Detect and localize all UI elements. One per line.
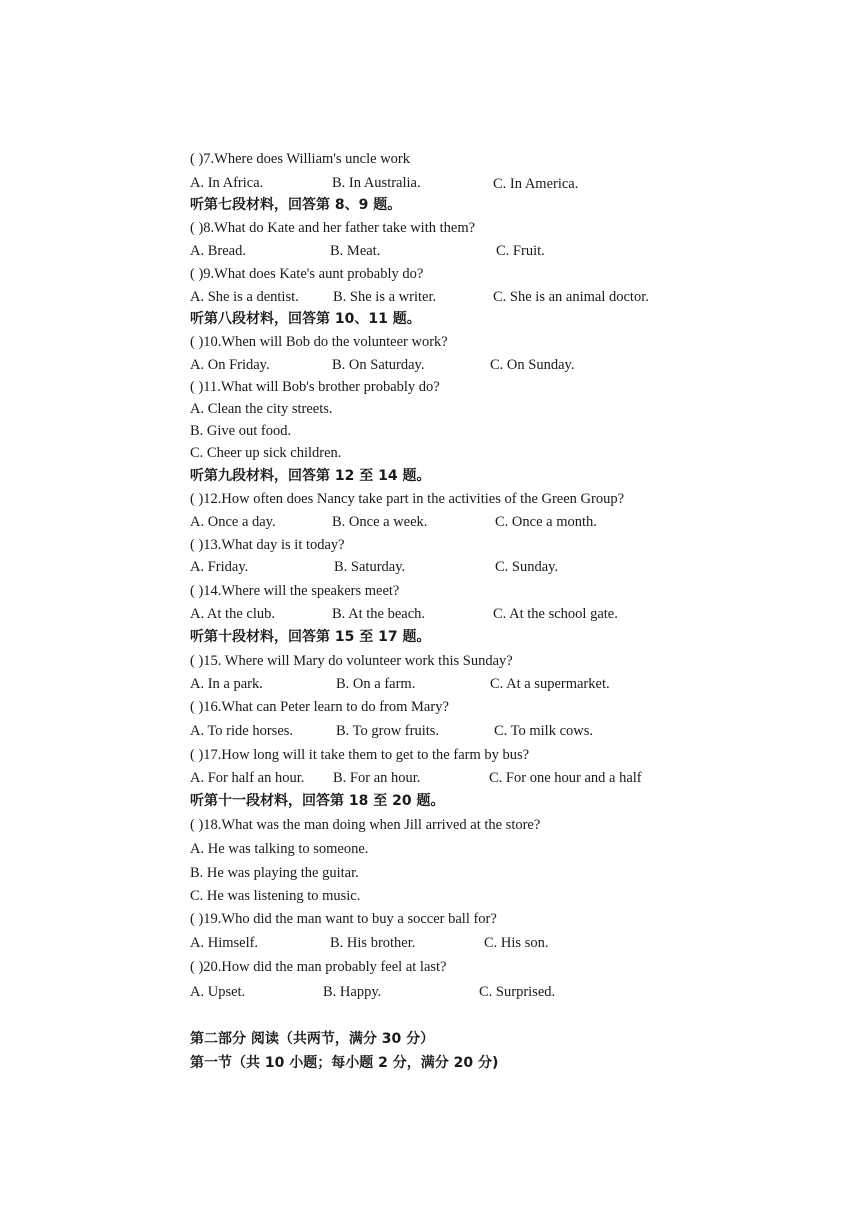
q20-option-a: A. Upset.: [190, 984, 246, 1000]
q17-option-b: B. For an hour.: [333, 770, 421, 786]
q13-option-b: B. Saturday.: [334, 559, 406, 575]
q8-option-a: A. Bread.: [190, 243, 246, 259]
heading-section-9: 听第九段材料，回答第 12 至 14 题。: [190, 468, 431, 484]
q7-option-a: A. In Africa.: [190, 175, 264, 191]
q20-option-b: B. Happy.: [323, 984, 382, 1000]
q7-option-c: C. In America.: [493, 176, 579, 192]
q11-option-c: C. Cheer up sick children.: [190, 445, 342, 461]
heading-section-11: 听第十一段材料，回答第 18 至 20 题。: [190, 793, 445, 809]
q8-option-b: B. Meat.: [330, 243, 381, 259]
question-8: ( )8.What do Kate and her father take with them?: [190, 220, 476, 236]
question-11: ( )11.What will Bob's brother probably do?: [190, 379, 440, 395]
question-13: ( )13.What day is it today?: [190, 537, 345, 553]
question-14: ( )14.Where will the speakers meet?: [190, 583, 400, 599]
question-20: ( )20.How did the man probably feel at last?: [190, 959, 447, 975]
q15-option-c: C. At a supermarket.: [490, 676, 610, 692]
q8-option-c: C. Fruit.: [496, 243, 545, 259]
heading-section-7: 听第七段材料，回答第 8、9 题。: [190, 197, 402, 213]
q10-option-a: A. On Friday.: [190, 357, 270, 373]
question-18: ( )18.What was the man doing when Jill arrived at the store?: [190, 817, 541, 833]
q19-option-c: C. His son.: [484, 935, 549, 951]
q10-option-b: B. On Saturday.: [332, 357, 425, 373]
question-10: ( )10.When will Bob do the volunteer work?: [190, 334, 448, 350]
q10-option-c: C. On Sunday.: [490, 357, 575, 373]
q18-option-a: A. He was talking to someone.: [190, 841, 369, 857]
q17-option-c: C. For one hour and a half: [489, 770, 642, 786]
q13-option-a: A. Friday.: [190, 559, 249, 575]
question-19: ( )19.Who did the man want to buy a soccer ball for?: [190, 911, 497, 927]
q16-option-c: C. To milk cows.: [494, 723, 594, 739]
q14-option-b: B. At the beach.: [332, 606, 426, 622]
q15-option-a: A. In a park.: [190, 676, 263, 692]
q14-option-a: A. At the club.: [190, 606, 275, 622]
question-16: ( )16.What can Peter learn to do from Mary?: [190, 699, 449, 715]
question-9: ( )9.What does Kate's aunt probably do?: [190, 266, 424, 282]
q20-option-c: C. Surprised.: [479, 984, 556, 1000]
heading-section-10: 听第十段材料，回答第 15 至 17 题。: [190, 629, 431, 645]
q11-option-b: B. Give out food.: [190, 423, 292, 439]
q17-option-a: A. For half an hour.: [190, 770, 305, 786]
part-2-title: 第二部分 阅读（共两节，满分 30 分）: [190, 1031, 435, 1047]
q12-option-b: B. Once a week.: [332, 514, 428, 530]
question-7: ( )7.Where does William's uncle work: [190, 151, 410, 167]
question-15: ( )15. Where will Mary do volunteer work this Sunday?: [190, 653, 513, 669]
q9-option-b: B. She is a writer.: [333, 289, 437, 305]
heading-section-8: 听第八段材料，回答第 10、11 题。: [190, 311, 421, 327]
section-1-title: 第一节（共 10 小题；每小题 2 分，满分 20 分): [190, 1055, 499, 1071]
q15-option-b: B. On a farm.: [336, 676, 416, 692]
q7-option-b: B. In Australia.: [332, 175, 421, 191]
q19-option-b: B. His brother.: [330, 935, 416, 951]
q13-option-c: C. Sunday.: [495, 559, 559, 575]
q9-option-a: A. She is a dentist.: [190, 289, 299, 305]
question-12: ( )12.How often does Nancy take part in the activities of the Green Group?: [190, 491, 625, 507]
q9-option-c: C. She is an animal doctor.: [493, 289, 649, 305]
q19-option-a: A. Himself.: [190, 935, 259, 951]
q12-option-a: A. Once a day.: [190, 514, 276, 530]
q16-option-b: B. To grow fruits.: [336, 723, 440, 739]
q16-option-a: A. To ride horses.: [190, 723, 294, 739]
q18-option-b: B. He was playing the guitar.: [190, 865, 359, 881]
q18-option-c: C. He was listening to music.: [190, 888, 361, 904]
question-17: ( )17.How long will it take them to get to the farm by bus?: [190, 747, 530, 763]
q12-option-c: C. Once a month.: [495, 514, 597, 530]
q14-option-c: C. At the school gate.: [493, 606, 618, 622]
q11-option-a: A. Clean the city streets.: [190, 401, 333, 417]
